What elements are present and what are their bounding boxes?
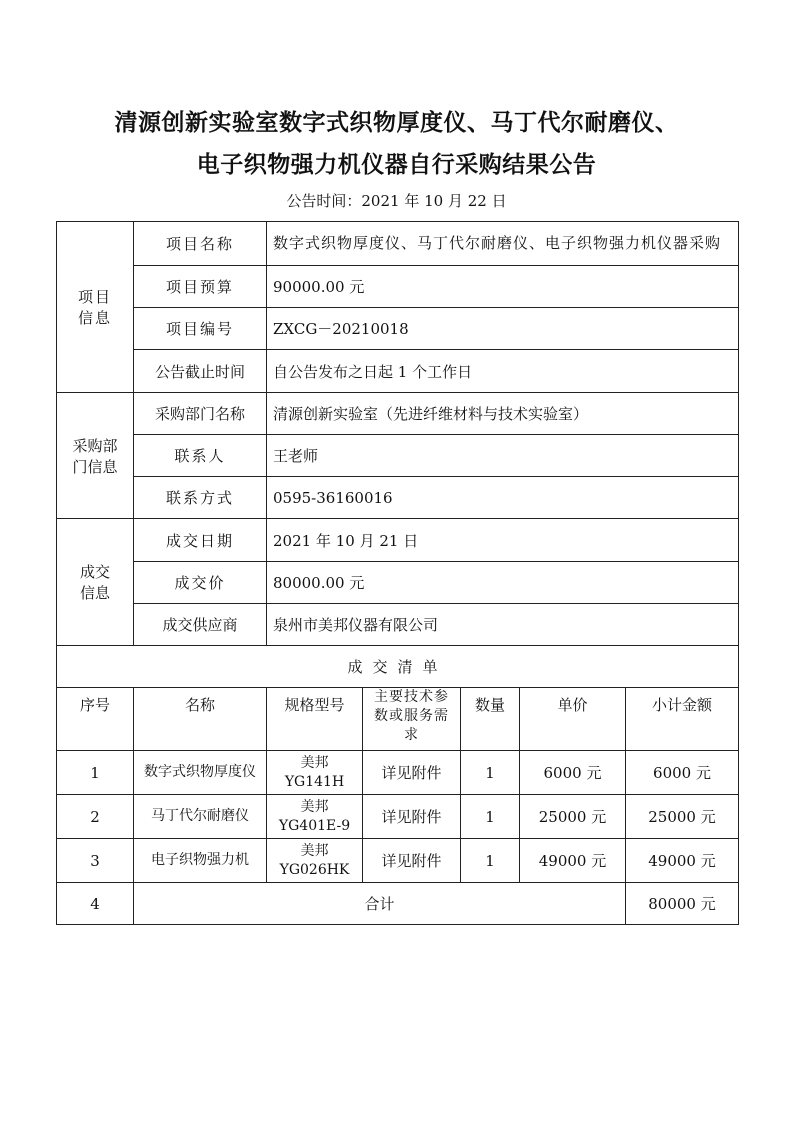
announcement-table — [56, 221, 739, 925]
item-brand: 美邦 — [300, 754, 329, 771]
item-subtotal: 25000 元 — [626, 795, 739, 839]
item-model-code: YG026HK — [279, 861, 350, 878]
value-project-budget: 90000.00 元 — [267, 266, 739, 308]
total-row — [57, 883, 739, 925]
row-project-number — [57, 308, 739, 350]
item-spec: 详见附件 — [363, 795, 461, 839]
item-spec: 详见附件 — [363, 751, 461, 795]
item-no: 2 — [57, 795, 134, 839]
doc-title-line2: 电子织物强力机仪器自行采购结果公告 — [196, 152, 597, 178]
total-no: 4 — [57, 883, 134, 925]
label-contact-person: 联系人 — [134, 435, 267, 477]
label-project-number: 项目编号 — [134, 308, 267, 350]
table-row — [57, 795, 739, 839]
row-deal-supplier — [57, 604, 739, 646]
row-deal-date — [57, 519, 739, 562]
item-price: 25000 元 — [520, 795, 626, 839]
item-price: 6000 元 — [520, 751, 626, 795]
item-model-code: YG141H — [284, 773, 345, 790]
item-subtotal: 49000 元 — [626, 839, 739, 883]
label-deal-supplier: 成交供应商 — [134, 604, 267, 646]
value-department-name: 清源创新实验室（先进纤维材料与技术实验室） — [267, 393, 739, 435]
value-deadline: 自公告发布之日起 1 个工作日 — [267, 350, 739, 393]
value-deal-price: 80000.00 元 — [267, 562, 739, 604]
row-project-name — [57, 222, 739, 266]
label-contact-method: 联系方式 — [134, 477, 267, 519]
label-deadline: 公告截止时间 — [134, 350, 267, 393]
section-deal-heading: 成交 信息 — [57, 519, 134, 646]
deal-list-title: 成交清单 — [57, 646, 739, 688]
deal-list-title-row — [57, 646, 739, 688]
label-project-budget: 项目预算 — [134, 266, 267, 308]
row-contact-method — [57, 477, 739, 519]
item-model — [267, 751, 363, 795]
item-model-code: YG401E-9 — [278, 817, 351, 834]
item-brand: 美邦 — [300, 798, 329, 815]
deal-list-header-row — [57, 688, 739, 751]
header-spec: 主要技术参数或服务需求 — [363, 688, 461, 751]
item-qty: 1 — [461, 839, 520, 883]
section-project-heading: 项目 信息 — [57, 222, 134, 393]
value-project-number: ZXCG－20210018 — [267, 308, 739, 350]
item-name: 马丁代尔耐磨仪 — [134, 795, 267, 839]
row-deadline — [57, 350, 739, 393]
row-contact-person — [57, 435, 739, 477]
item-model — [267, 839, 363, 883]
item-brand: 美邦 — [300, 842, 329, 859]
header-qty: 数量 — [461, 688, 520, 751]
item-no: 3 — [57, 839, 134, 883]
item-qty: 1 — [461, 795, 520, 839]
value-project-name: 数字式织物厚度仪、马丁代尔耐磨仪、电子织物强力机仪器采购 — [267, 222, 739, 266]
header-model: 规格型号 — [267, 688, 363, 751]
value-contact-method: 0595-36160016 — [267, 477, 739, 519]
row-project-budget — [57, 266, 739, 308]
header-no: 序号 — [57, 688, 134, 751]
value-deal-supplier: 泉州市美邦仪器有限公司 — [267, 604, 739, 646]
label-department-name: 采购部门名称 — [134, 393, 267, 435]
value-deal-date: 2021 年 10 月 21 日 — [267, 519, 739, 562]
item-qty: 1 — [461, 751, 520, 795]
item-spec: 详见附件 — [363, 839, 461, 883]
item-no: 1 — [57, 751, 134, 795]
item-price: 49000 元 — [520, 839, 626, 883]
row-department-name — [57, 393, 739, 435]
label-deal-date: 成交日期 — [134, 519, 267, 562]
label-deal-price: 成交价 — [134, 562, 267, 604]
header-name: 名称 — [134, 688, 267, 751]
row-deal-price — [57, 562, 739, 604]
header-subtotal: 小计金额 — [626, 688, 739, 751]
label-project-name: 项目名称 — [134, 222, 267, 266]
item-name: 数字式织物厚度仪 — [134, 751, 267, 795]
value-contact-person: 王老师 — [267, 435, 739, 477]
item-name: 电子织物强力机 — [134, 839, 267, 883]
item-subtotal: 6000 元 — [626, 751, 739, 795]
total-label: 合计 — [134, 883, 626, 925]
publish-time: 公告时间：2021 年 10 月 22 日 — [286, 192, 507, 210]
item-model — [267, 795, 363, 839]
total-amount: 80000 元 — [626, 883, 739, 925]
doc-title-line1: 清源创新实验室数字式织物厚度仪、马丁代尔耐磨仪、 — [114, 110, 679, 136]
table-row — [57, 839, 739, 883]
header-price: 单价 — [520, 688, 626, 751]
section-department-heading: 采购部 门信息 — [57, 393, 134, 519]
table-row — [57, 751, 739, 795]
